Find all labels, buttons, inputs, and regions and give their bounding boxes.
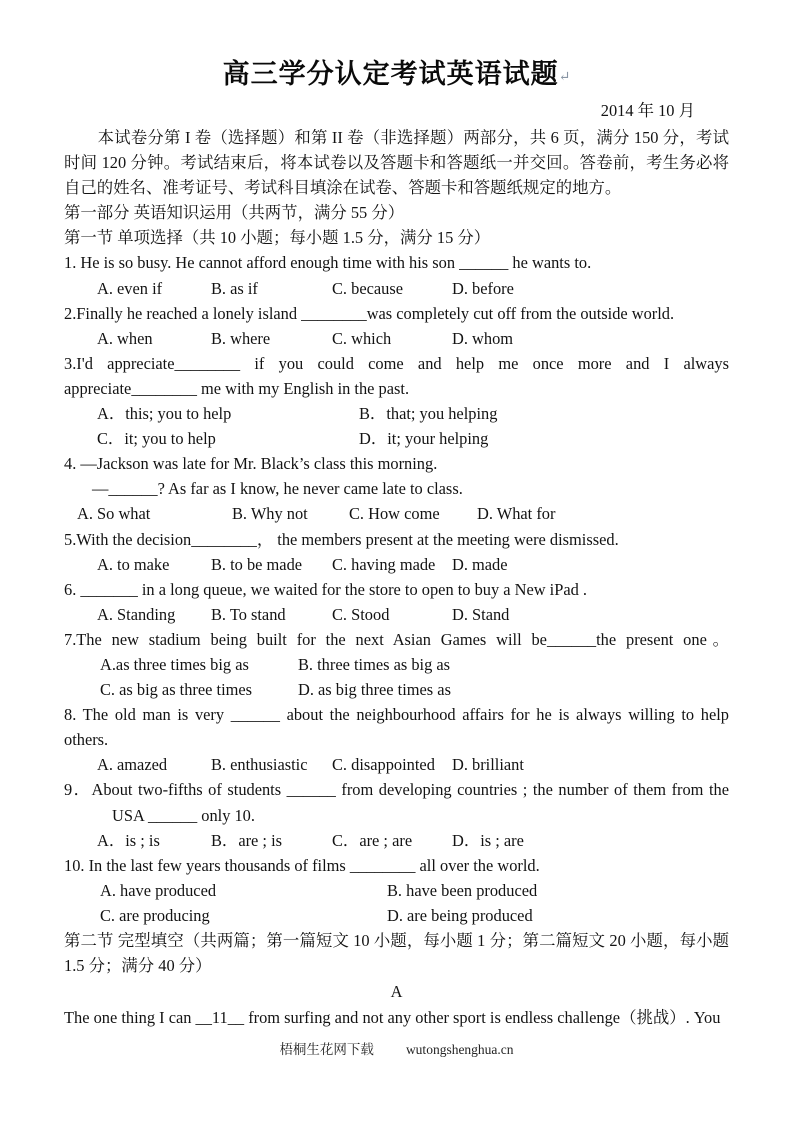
footer-site-url: wutongshenghua.cn	[405, 1041, 514, 1057]
question-line: 9．About two-fifths of students ______ from developing countries ; the number of them from the	[64, 780, 729, 800]
option: B. Why not	[232, 504, 308, 524]
option: D．is ; are	[452, 830, 524, 850]
option: B. To stand	[211, 604, 286, 624]
paragraph-return-icon: ↵	[558, 70, 571, 85]
option: B. have been produced	[387, 880, 538, 900]
question-line: 3.I'd appreciate________ if you could come and help me once more and I always	[64, 353, 729, 373]
option: C. because	[332, 278, 403, 298]
option: C. How come	[349, 504, 440, 524]
footer-site-name: 梧桐生花网下载	[279, 1041, 374, 1057]
option: A．this; you to help	[97, 404, 232, 424]
option: C．are ; are	[332, 830, 413, 850]
option: B. enthusiastic	[211, 755, 308, 775]
part1-heading: 第一部分 英语知识运用（共两节，满分 55 分）	[64, 203, 405, 223]
question-line: 10. In the last few years thousands of films ________ all over the world.	[64, 855, 540, 875]
option: A. Standing	[97, 604, 176, 624]
options-row	[64, 752, 729, 777]
option: B．are ; is	[211, 830, 283, 850]
option: D．it; your helping	[359, 429, 489, 449]
question-line: 7.The new stadium being built for the next Asian Games will be______the present one。	[64, 629, 729, 649]
option: C. which	[332, 328, 392, 348]
question-line: —______? As far as I know, he never came late to class.	[92, 479, 463, 499]
option: D. Stand	[452, 604, 510, 624]
option: C. as big as three times	[100, 680, 253, 700]
option: B．that; you helping	[359, 404, 498, 424]
option: A. to make	[97, 554, 170, 574]
question-line: 4. —Jackson was late for Mr. Black’s class this morning.	[64, 454, 438, 474]
options-row	[64, 652, 729, 677]
question-line: 5.With the decision________， the members present at the meeting were dismissed.	[64, 529, 619, 549]
page-title	[64, 54, 729, 98]
exam-date: 2014 年 10 月	[600, 101, 695, 120]
options-row	[64, 602, 729, 627]
option: D. What for	[477, 504, 556, 524]
section2-heading: 第二节 完型填空（共两篇；第一篇短文 10 小题，每小题 1 分；第二篇短文 20 小题，每小题 1.5 分；满分 40 分）	[64, 931, 729, 976]
option: B. to be made	[211, 554, 303, 574]
option: A. amazed	[97, 755, 168, 775]
option: A. have produced	[100, 880, 217, 900]
page-title-text: 高三学分认定考试英语试题	[222, 59, 559, 89]
exam-instructions: 本试卷分第 I 卷（选择题）和第 II 卷（非选择题）两部分，共 6 页，满分 150 分，考试时间 120 分钟。考试结束后，将本试卷以及答题卡和答题纸一并交回。答卷前，考生务必将自己的姓名、准考证号、考试科目填涂在试卷、答题卡和答题纸规定的地方。	[64, 128, 729, 198]
options-row	[64, 903, 729, 928]
options-row	[64, 276, 729, 301]
options-row	[64, 401, 729, 426]
option: C. disappointed	[332, 755, 435, 775]
option: D. before	[452, 278, 514, 298]
option: A. even if	[97, 278, 163, 298]
option: C. are producing	[100, 905, 210, 925]
page-footer	[0, 1037, 793, 1062]
options-row	[64, 326, 729, 351]
options-row	[64, 552, 729, 577]
option: D. whom	[452, 328, 514, 348]
question-line: USA ______ only 10.	[112, 805, 255, 825]
option: D. made	[452, 554, 508, 574]
option: D. brilliant	[452, 755, 524, 775]
option: A．is ; is	[97, 830, 160, 850]
passage-first-line: The one thing I can __11__ from surfing and not any other sport is endless challenge（挑战）. You	[64, 1008, 721, 1028]
options-row	[64, 501, 729, 526]
option: C. Stood	[332, 604, 390, 624]
option: D. as big three times as	[298, 680, 451, 700]
option: C．it; you to help	[97, 429, 216, 449]
passage-label: A	[390, 982, 403, 1002]
question-line: 8. The old man is very ______ about the neighbourhood affairs for he is always willing to help	[64, 705, 729, 725]
section1-heading: 第一节 单项选择（共 10 小题；每小题 1.5 分，满分 15 分）	[64, 228, 491, 248]
option: C. having made	[332, 554, 436, 574]
question-line: 2.Finally he reached a lonely island ________was completely cut off from the outside world.	[64, 303, 675, 323]
option: B. where	[211, 328, 271, 348]
question-line: 6. _______ in a long queue, we waited for the store to open to buy a New iPad .	[64, 579, 588, 599]
question-line: appreciate________ me with my English in the past.	[64, 378, 410, 398]
options-row	[64, 828, 729, 853]
question-line: 1. He is so busy. He cannot afford enough time with his son ______ he wants to.	[64, 253, 592, 273]
questions-list	[64, 250, 729, 928]
option: A. So what	[77, 504, 151, 524]
options-row	[64, 426, 729, 451]
options-row	[64, 878, 729, 903]
options-row	[64, 677, 729, 702]
option: B. as if	[211, 278, 258, 298]
option: A.as three times big as	[100, 654, 249, 674]
option: A. when	[97, 328, 153, 348]
option: B. three times as big as	[298, 654, 451, 674]
question-line: others.	[64, 730, 109, 750]
option: D. are being produced	[387, 905, 533, 925]
